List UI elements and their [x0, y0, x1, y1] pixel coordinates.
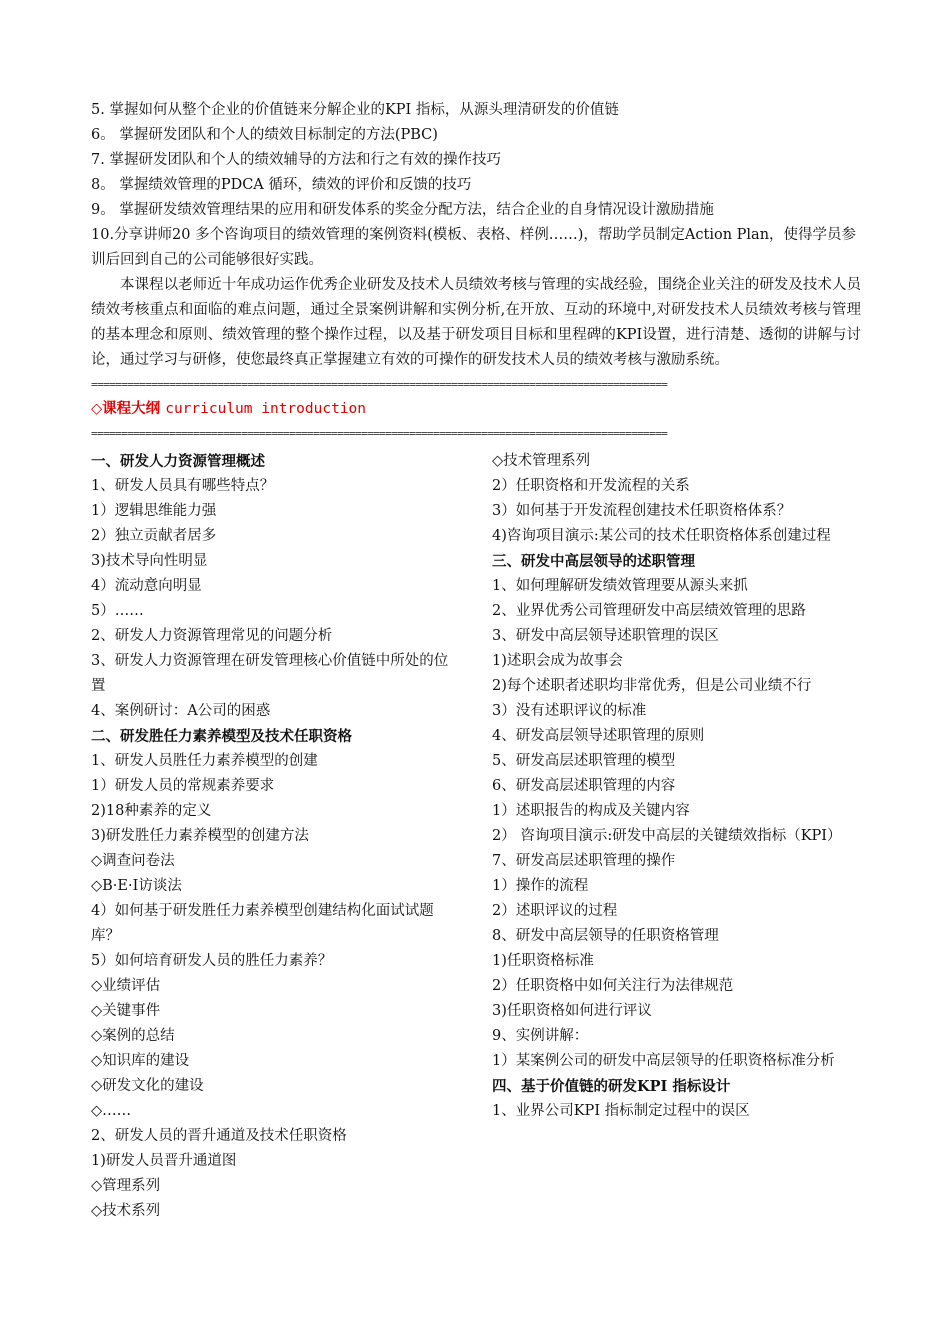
- intro-item-9: 9。 掌握研发绩效管理结果的应用和研发体系的奖金分配方法，结合企业的自身情况设计激励措施: [91, 202, 714, 218]
- outline-right-item: 8、研发中高层领导的任职资格管理: [492, 928, 719, 944]
- outline-right-item: 2）任职资格中如何关注行为法律规范: [492, 978, 734, 994]
- outline-left-item: 2)18种素养的定义: [91, 803, 212, 819]
- outline-left-column: [91, 449, 461, 1224]
- intro-item-5: 5. 掌握如何从整个企业的价值链来分解企业的KPI 指标，从源头理清研发的价值链: [91, 102, 619, 118]
- outline-left-item: 2）独立贡献者居多: [91, 528, 217, 544]
- outline-left-item: 1）逻辑思维能力强: [91, 503, 217, 519]
- intro-item-6: 6。 掌握研发团队和个人的绩效目标制定的方法(PBC): [91, 127, 438, 143]
- outline-right-item: 4、研发高层领导述职管理的原则: [492, 728, 705, 744]
- separator-top: ================================================================================================: [91, 378, 668, 391]
- outline-left-section-heading: 二、研发胜任力素养模型及技术任职资格: [91, 728, 352, 745]
- outline-left-item: 4、案例研讨：A公司的困惑: [91, 703, 271, 719]
- outline-left-item: ◇技术系列: [91, 1203, 161, 1219]
- outline-right-item: 6、研发高层述职管理的内容: [492, 778, 676, 794]
- outline-left-item: 5）如何培育研发人员的胜任力素养？: [91, 953, 333, 969]
- course-summary-paragraph: 本课程以老师近十年成功运作优秀企业研发及技术人员绩效考核与管理的实战经验，围绕企业关注的研发及技术人员绩效考核重点和面临的难点问题，通过全景案例讲解和实例分析,在开放、互动的环境中,对研发技术人员绩效考核与管理的基本理念和原则、绩效管理的整个操作过程，以及基于研发项目目标和里程碑的KPI设置，进行清楚、透彻的讲解与讨论，通过学习与研修，使您最终真正掌握建立有效的可操作的研发技术人员的绩效考核与激励系统。: [91, 277, 861, 368]
- outline-right-section-heading: 三、研发中高层领导的述职管理: [492, 553, 695, 570]
- outline-left-item: 1)研发人员晋升通道图: [91, 1153, 237, 1169]
- outline-left-item: 1、研发人员胜任力素养模型的创建: [91, 753, 318, 769]
- outline-right-item: 3）没有述职评议的标准: [492, 703, 647, 719]
- intro-item-10: 10.分享讲师20 多个咨询项目的绩效管理的案例资料(模板、表格、样例……)，帮助学员制定Action Plan，使得学员参训后回到自己的公司能够很好实践。: [91, 227, 857, 268]
- outline-left-item: 1、研发人员具有哪些特点？: [91, 478, 275, 494]
- outline-left-item: ◇业绩评估: [91, 978, 161, 994]
- outline-left-item: 2、研发人员的晋升通道及技术任职资格: [91, 1128, 347, 1144]
- outline-right-item: 3、研发中高层领导述职管理的误区: [492, 628, 719, 644]
- outline-right-item: 2）述职评议的过程: [492, 903, 618, 919]
- outline-left-item: 3)研发胜任力素养模型的创建方法: [91, 828, 309, 844]
- outline-right-item: 1、业界公司KPI 指标制定过程中的误区: [492, 1103, 750, 1119]
- outline-left-section-heading: 一、研发人力资源管理概述: [91, 453, 265, 470]
- document-page: [91, 98, 861, 1219]
- separator-bottom: ================================================================================================: [91, 427, 668, 440]
- outline-right-item: 3）如何基于开发流程创建技术任职资格体系？: [492, 503, 792, 519]
- outline-left-item: 3)技术导向性明显: [91, 553, 208, 569]
- outline-right-item: 2） 咨询项目演示:研发中高层的关键绩效指标（KPI）: [492, 828, 842, 844]
- outline-right-section-heading: 四、基于价值链的研发KPI 指标设计: [492, 1078, 731, 1095]
- outline-right-item: 2)每个述职者述职均非常优秀，但是公司业绩不行: [492, 678, 812, 694]
- intro-item-8: 8。 掌握绩效管理的PDCA 循环，绩效的评价和反馈的技巧: [91, 177, 472, 193]
- outline-left-item: ◇知识库的建设: [91, 1053, 190, 1069]
- outline-right-item: 1）述职报告的构成及关键内容: [492, 803, 690, 819]
- outline-left-item: 5）……: [91, 603, 144, 619]
- intro-item-7: 7. 掌握研发团队和个人的绩效辅导的方法和行之有效的操作技巧: [91, 152, 501, 168]
- outline-left-item: ◇……: [91, 1103, 132, 1119]
- outline-left-item: 4）如何基于研发胜任力素养模型创建结构化面试试题库？: [91, 903, 434, 944]
- outline-left-item: ◇B·E·I访谈法: [91, 878, 182, 894]
- outline-right-item: 1）操作的流程: [492, 878, 589, 894]
- intro-list: [91, 98, 861, 273]
- outline-left-item: ◇研发文化的建设: [91, 1078, 204, 1094]
- outline-right-item: 5、研发高层述职管理的模型: [492, 753, 676, 769]
- outline-left-item: ◇管理系列: [91, 1178, 161, 1194]
- outline-left-item: 4）流动意向明显: [91, 578, 202, 594]
- outline-right-item: 4)咨询项目演示:某公司的技术任职资格体系创建过程: [492, 528, 831, 544]
- outline-right-item: 1)述职会成为故事会: [492, 653, 623, 669]
- outline-right-item: 1）某案例公司的研发中高层领导的任职资格标准分析: [492, 1053, 835, 1069]
- outline-heading: [91, 396, 861, 422]
- outline-right-column: [492, 449, 862, 1124]
- outline-right-item: 3)任职资格如何进行评议: [492, 1003, 652, 1019]
- outline-heading-cn: ◇课程大纲: [91, 400, 161, 417]
- outline-left-item: 2、研发人力资源管理常见的问题分析: [91, 628, 333, 644]
- outline-left-item: ◇案例的总结: [91, 1028, 175, 1044]
- outline-right-item: 2、业界优秀公司管理研发中高层绩效管理的思路: [492, 603, 806, 619]
- outline-right-item: 1)任职资格标准: [492, 953, 594, 969]
- outline-right-item: 9、实例讲解：: [492, 1028, 589, 1044]
- outline-right-item: 7、研发高层述职管理的操作: [492, 853, 676, 869]
- outline-left-item: ◇关键事件: [91, 1003, 161, 1019]
- outline-right-item: 1、如何理解研发绩效管理要从源头来抓: [492, 578, 748, 594]
- outline-left-item: 1）研发人员的常规素养要求: [91, 778, 275, 794]
- outline-left-item: ◇调查问卷法: [91, 853, 175, 869]
- outline-right-item: 2）任职资格和开发流程的关系: [492, 478, 690, 494]
- outline-right-item: ◇技术管理系列: [492, 453, 591, 469]
- outline-heading-en: curriculum introduction: [165, 401, 367, 417]
- outline-left-item: 3、研发人力资源管理在研发管理核心价值链中所处的位置: [91, 653, 449, 694]
